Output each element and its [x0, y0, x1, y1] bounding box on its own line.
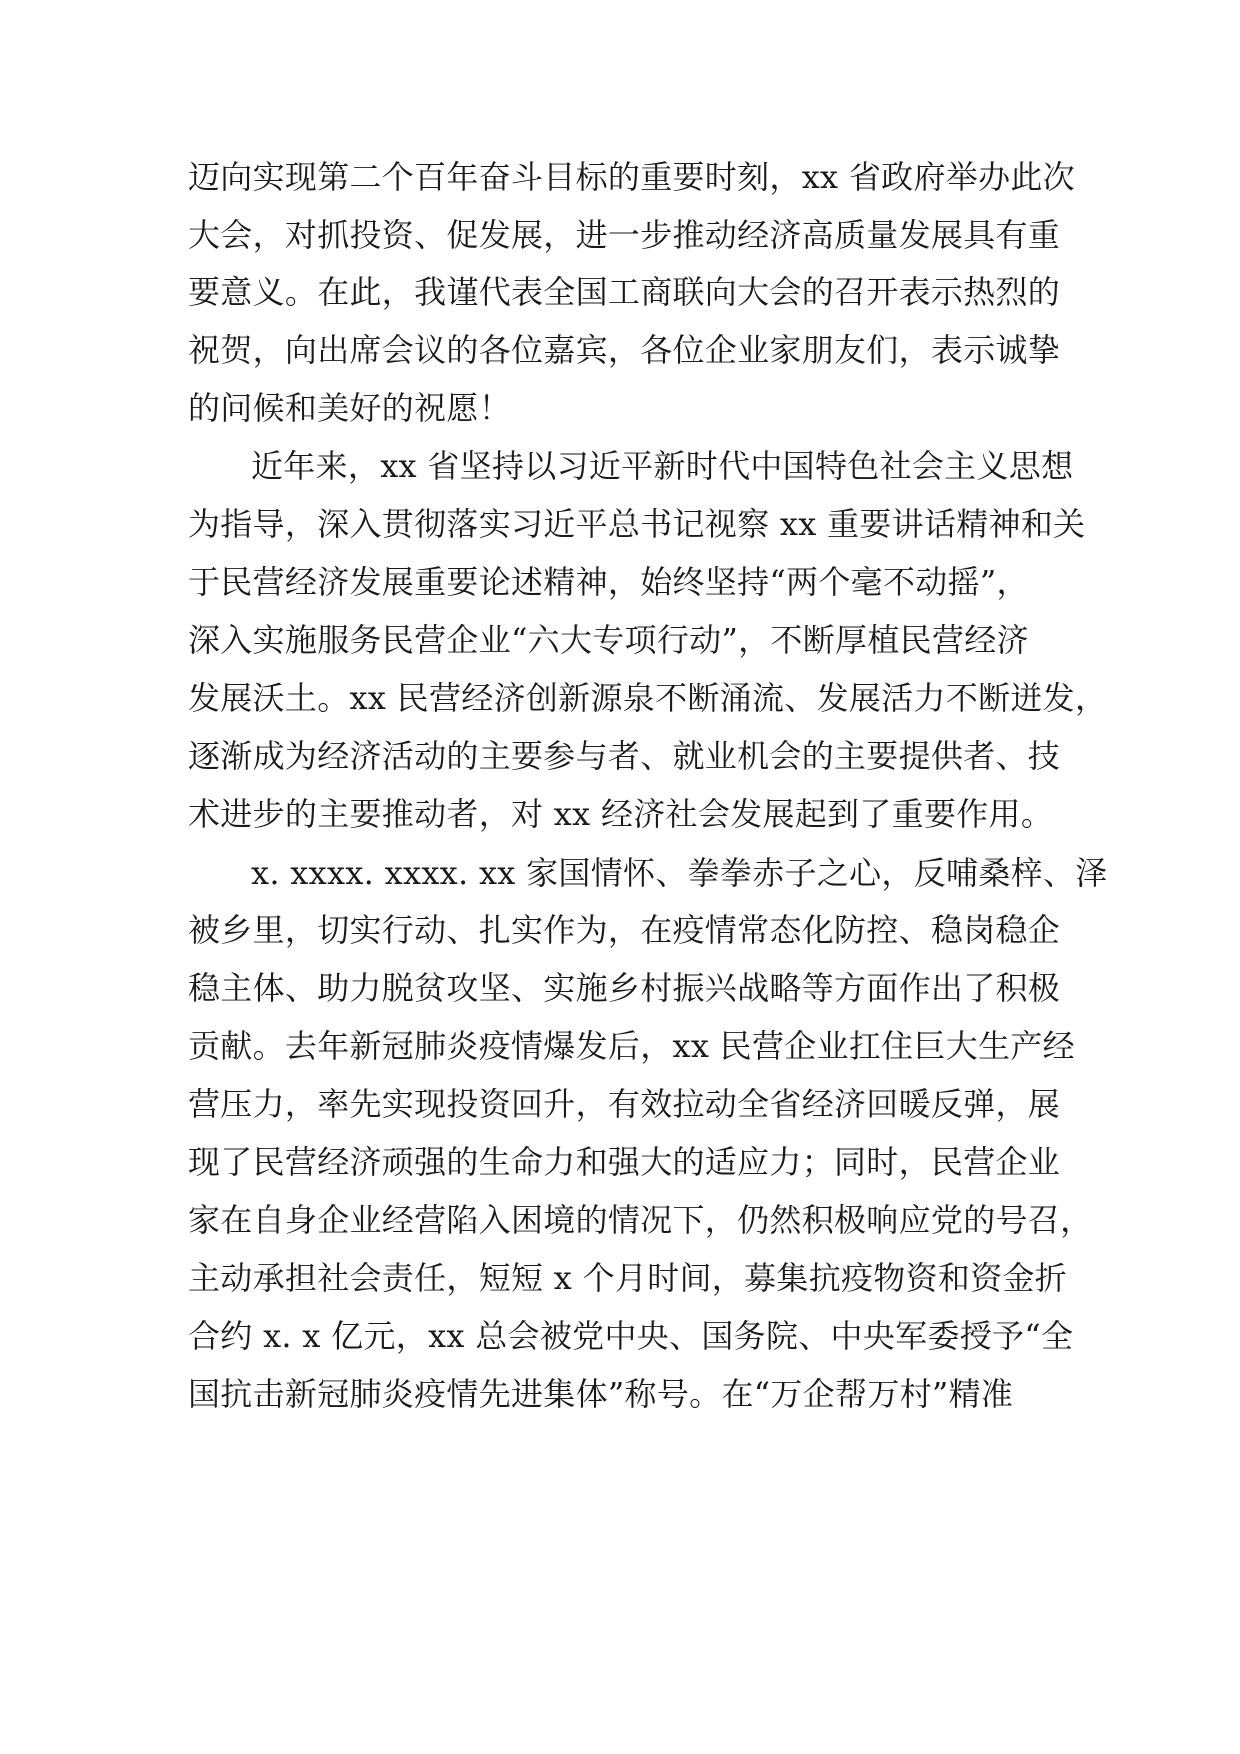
paragraph-first-line: x. xxxx. xxxx. xx 家国情怀、拳拳赤子之心，反哺桑梓、泽	[251, 854, 1108, 892]
text-line: 被乡里，切实行动、扎实作为，在疫情常态化防控、稳岗稳企	[188, 911, 1061, 949]
text-line: 于民营经济发展重要论述精神，始终坚持“两个毫不动摇”，	[188, 563, 1029, 601]
text-line: 祝贺，向出席会议的各位嘉宾，各位企业家朋友们，表示诚挚	[188, 331, 1061, 369]
text-line: 贡献。去年新冠肺炎疫情爆发后，xx 民营企业扛住巨大生产经	[188, 1027, 1075, 1065]
text-line: 发展沃土。xx 民营经济创新源泉不断涌流、发展活力不断迸发，	[188, 679, 1108, 717]
text-line: 国抗击新冠肺炎疫情先进集体”称号。在“万企帮万村”精准	[188, 1375, 1014, 1413]
text-line: 稳主体、助力脱贫攻坚、实施乡村振兴战略等方面作出了积极	[188, 969, 1061, 1007]
text-line: 迈向实现第二个百年奋斗目标的重要时刻，xx 省政府举办此次	[188, 158, 1075, 196]
text-line: 的问候和美好的祝愿！	[188, 389, 512, 427]
text-line: 深入实施服务民营企业“六大专项行动”，不断厚植民营经济	[188, 621, 1029, 659]
text-line: 家在自身企业经营陷入困境的情况下，仍然积极响应党的号召，	[188, 1201, 1093, 1239]
text-line: 要意义。在此，我谨代表全国工商联向大会的召开表示热烈的	[188, 273, 1061, 311]
text-line: 术进步的主要推动者，对 xx 经济社会发展起到了重要作用。	[188, 795, 1054, 833]
text-line: 大会，对抓投资、促发展，进一步推动经济高质量发展具有重	[188, 216, 1061, 254]
text-line: 为指导，深入贯彻落实习近平总书记视察 xx 重要讲话精神和关	[188, 505, 1086, 543]
text-line: 合约 x. x 亿元，xx 总会被党中央、国务院、中央军委授予“全	[188, 1317, 1074, 1355]
text-line: 逐渐成为经济活动的主要参与者、就业机会的主要提供者、技	[188, 737, 1061, 775]
text-line: 现了民营经济顽强的生命力和强大的适应力；同时，民营企业	[188, 1143, 1061, 1181]
text-line: 营压力，率先实现投资回升，有效拉动全省经济回暖反弹，展	[188, 1085, 1061, 1123]
text-line: 主动承担社会责任，短短 x 个月时间，募集抗疫物资和资金折	[188, 1259, 1068, 1297]
paragraph-first-line: 近年来，xx 省坚持以习近平新时代中国特色社会主义思想	[251, 447, 1074, 485]
